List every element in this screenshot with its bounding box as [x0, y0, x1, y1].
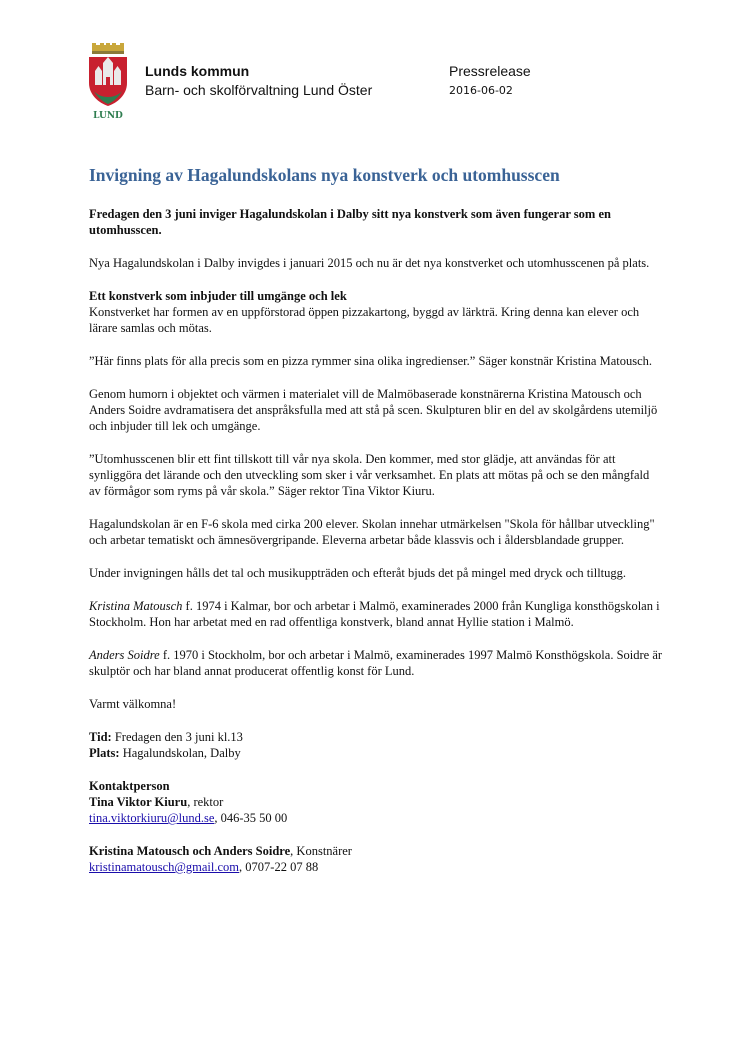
- section-artwork: [89, 288, 664, 336]
- bio-text: f. 1970 i Stockholm, bor och arbetar i Malmö, examinerades 1997 Malmö Konsthögskola. Soidre är skulptör och har bland annat producerat offentlig konst för Lund.: [89, 648, 663, 678]
- paragraph-intro: Nya Hagalundskolan i Dalby invigdes i januari 2015 och nu är det nya konstverket och utomhusscenen på plats.: [89, 256, 650, 270]
- contact-phone: , 046-35 50 00: [214, 811, 288, 825]
- contact-block-2: [89, 843, 664, 875]
- contact-role: , Konstnärer: [290, 844, 352, 858]
- contact-heading: Kontaktperson: [89, 779, 170, 793]
- contact-block-1: [89, 778, 664, 826]
- contact-phone: , 0707-22 07 88: [239, 860, 319, 874]
- lund-coat-of-arms-logo: [86, 43, 130, 121]
- bio-anders: [89, 647, 664, 679]
- paragraph-principal-quote: ”Utomhusscenen blir ett fint tillskott till vår nya skola. Den kommer, med stor glädje, att användas för att synliggöra det lärande och den utveckling som sker i vår verksamhet. En plats att mötas på och se den mångfald av förmågor som ryms på vår skola.” Säger rektor Tina Viktor Kiuru.: [89, 452, 650, 498]
- place-value: Hagalundskolan, Dalby: [119, 746, 241, 760]
- document-date: 2016-06-02: [449, 84, 513, 97]
- contact-email-link[interactable]: tina.viktorkiuru@lund.se: [89, 811, 215, 825]
- bio-name: Anders Soidre: [89, 648, 160, 662]
- bio-kristina: [89, 598, 664, 630]
- paragraph-artist-quote: ”Här finns plats för alla precis som en pizza rymmer sina olika ingredienser.” Säger konstnär Kristina Matousch.: [89, 354, 653, 368]
- event-details: [89, 729, 664, 761]
- logo-lettering: LUND: [93, 111, 123, 121]
- place-label: Plats:: [89, 746, 120, 760]
- contact-name: Kristina Matousch och Anders Soidre: [89, 844, 291, 858]
- organization-name: Lunds kommun: [145, 63, 250, 79]
- time-value: Fredagen den 3 juni kl.13: [111, 730, 243, 744]
- press-release-body: [89, 206, 664, 892]
- paragraph-school: Hagalundskolan är en F-6 skola med cirka 200 elever. Skolan innehar utmärkelsen "Skola för hållbar utveckling" och arbetar tematiskt och ämnesövergripande. Eleverna arbetar både klassvis och i åldersblandade grupper.: [89, 517, 655, 547]
- welcome-text: Varmt välkomna!: [89, 697, 177, 711]
- contact-email-link[interactable]: kristinamatousch@gmail.com: [89, 860, 240, 874]
- section-text: Konstverket har formen av en uppförstorad öppen pizzakartong, byggd av lärkträ. Kring denna kan elever och lärare samlas och mötas.: [89, 305, 640, 335]
- contact-role: , rektor: [187, 795, 224, 809]
- paragraph-artists: Genom humorn i objektet och värmen i materialet vill de Malmöbaserade konstnärerna Kristina Matousch och Anders Soidre avdramatisera det anspråksfulla med att stå på scen. Skulpturen blir en del av skolgårdens utemiljö och inbjuder till lek och umgänge.: [89, 387, 658, 433]
- press-release-title: Invigning av Hagalundskolans nya konstverk och utomhusscen: [89, 165, 560, 185]
- document-type: Pressrelease: [449, 63, 531, 79]
- bio-name: Kristina Matousch: [89, 599, 183, 613]
- contact-name: Tina Viktor Kiuru: [89, 795, 188, 809]
- organization-department: Barn- och skolförvaltning Lund Öster: [145, 82, 373, 98]
- bio-text: f. 1974 i Kalmar, bor och arbetar i Malmö, examinerades 2000 från Kungliga konsthögskolan i Stockholm. Hon har arbetat med en rad offentliga konstverk, bland annat Hyllie station i Malmö.: [89, 599, 660, 629]
- lead-paragraph: Fredagen den 3 juni inviger Hagalundskolan i Dalby sitt nya konstverk som även fungerar som en utomhusscen.: [89, 207, 611, 237]
- time-label: Tid:: [89, 730, 112, 744]
- section-heading: Ett konstverk som inbjuder till umgänge och lek: [89, 289, 347, 303]
- paragraph-event: Under invigningen hålls det tal och musikuppträden och efteråt bjuds det på mingel med dryck och tilltugg.: [89, 566, 627, 580]
